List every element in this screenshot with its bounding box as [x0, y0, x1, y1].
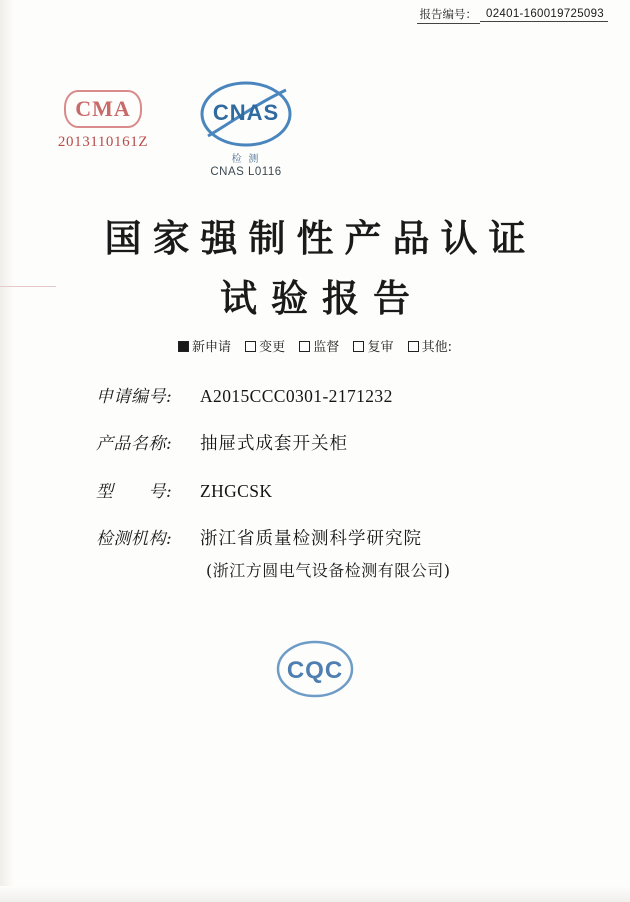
cnas-code: CNAS L0116 [210, 166, 282, 178]
checkbox-new-label: 新申请 [191, 340, 231, 355]
checkbox-other-icon[interactable] [408, 341, 419, 352]
svg-text:CNAS: CNAS [212, 100, 280, 125]
checkbox-option-change[interactable] [245, 336, 285, 355]
checkbox-option-review[interactable] [353, 336, 393, 355]
cma-certificate-number: 2013110161Z [57, 134, 149, 150]
field-testing-institution-label: 检测机构: [96, 529, 173, 549]
field-model-label: 型 号: [96, 482, 173, 502]
field-model [96, 477, 566, 502]
cqc-logo-icon [270, 636, 360, 702]
cma-logo-text: CMA [75, 96, 131, 121]
field-product-name-value: 抽屉式成套开关柜 [200, 434, 348, 454]
checkbox-new-icon[interactable] [178, 341, 189, 352]
checkbox-review-label: 复审 [367, 340, 394, 355]
cqc-seal [0, 636, 630, 702]
checkbox-supervision-label: 监督 [313, 340, 340, 355]
cnas-logo-icon [194, 78, 298, 154]
checkbox-change-icon[interactable] [245, 341, 256, 352]
checkbox-change-label: 变更 [259, 340, 286, 355]
application-type-row [0, 336, 630, 355]
checkbox-option-other[interactable] [408, 336, 452, 355]
scan-edge-bottom [0, 886, 630, 902]
field-product-name [96, 429, 566, 455]
checkbox-option-supervision[interactable] [299, 336, 339, 355]
report-number-value: 02401-160019725093 [480, 7, 608, 22]
checkbox-other-label: 其他: [421, 340, 452, 355]
report-number [417, 5, 608, 24]
report-fields [96, 382, 566, 601]
cnas-sub-label: 检 测 [231, 154, 261, 165]
cma-mark-block [43, 90, 163, 151]
svg-text:CQC: CQC [286, 657, 344, 684]
field-application-number-label: 申请编号: [96, 387, 173, 407]
accreditation-marks [0, 78, 630, 188]
cnas-mark-block [176, 78, 316, 178]
field-testing-institution [96, 524, 566, 550]
page-title: 国家强制性产品认证 [104, 216, 537, 260]
field-testing-institution-second-line: (浙江方圆电气设备检测有限公司) [206, 561, 451, 580]
checkbox-review-icon[interactable] [353, 341, 364, 352]
field-testing-institution-value: 浙江省质量检测科学研究院 [200, 529, 422, 549]
field-product-name-label: 产品名称: [96, 434, 173, 454]
cma-logo-icon [64, 90, 142, 128]
field-application-number-value: A2015CCC0301-2171232 [200, 386, 393, 406]
checkbox-supervision-icon[interactable] [299, 341, 310, 352]
field-model-value: ZHGCSK [200, 481, 273, 501]
checkbox-option-new[interactable] [178, 336, 231, 355]
field-application-number [96, 382, 566, 407]
page-subtitle: 试验报告 [220, 276, 424, 320]
report-number-label: 报告编号： [417, 5, 481, 24]
